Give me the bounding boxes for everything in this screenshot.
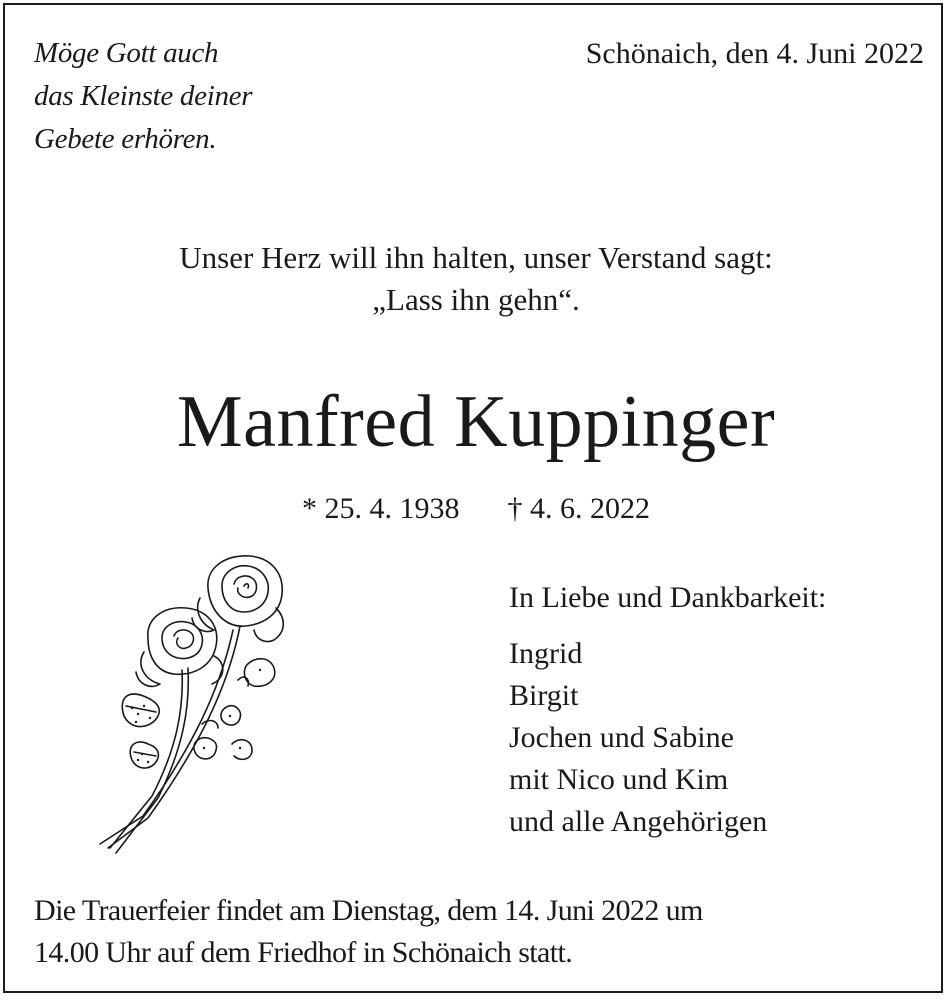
place-date: Schönaich, den 4. Juni 2022 [585, 37, 924, 70]
quote [0, 237, 952, 321]
mourner-name: Ingrid [509, 637, 583, 670]
mourners-list [509, 633, 767, 843]
mourner-name: Birgit [509, 679, 579, 712]
motto [34, 32, 252, 161]
death-date: † 4. 6. 2022 [507, 492, 650, 525]
motto-line: Gebete erhören. [34, 123, 217, 155]
life-dates [0, 488, 952, 530]
service-line: 14.00 Uhr auf dem Friedhof in Schönaich statt. [34, 936, 573, 969]
mourners-heading: In Liebe und Dankbarkeit: [509, 581, 827, 614]
funeral-service-info [34, 890, 703, 974]
service-line: Die Trauerfeier findet am Dienstag, dem 14. Juni 2022 um [34, 894, 703, 927]
rose-icon [88, 548, 298, 858]
motto-line: Möge Gott auch [34, 37, 219, 69]
mourner-name: mit Nico und Kim [509, 763, 729, 796]
mourner-name: Jochen und Sabine [509, 721, 734, 754]
motto-line: das Kleinste deiner [34, 80, 253, 112]
mourner-name: und alle Angehörigen [509, 805, 768, 838]
quote-line: Unser Herz will ihn halten, unser Verstand sagt: [179, 240, 773, 275]
birth-date: * 25. 4. 1938 [302, 492, 460, 525]
quote-line: „Lass ihn gehn“. [372, 282, 580, 317]
deceased-name: Manfred Kuppinger [176, 381, 776, 463]
